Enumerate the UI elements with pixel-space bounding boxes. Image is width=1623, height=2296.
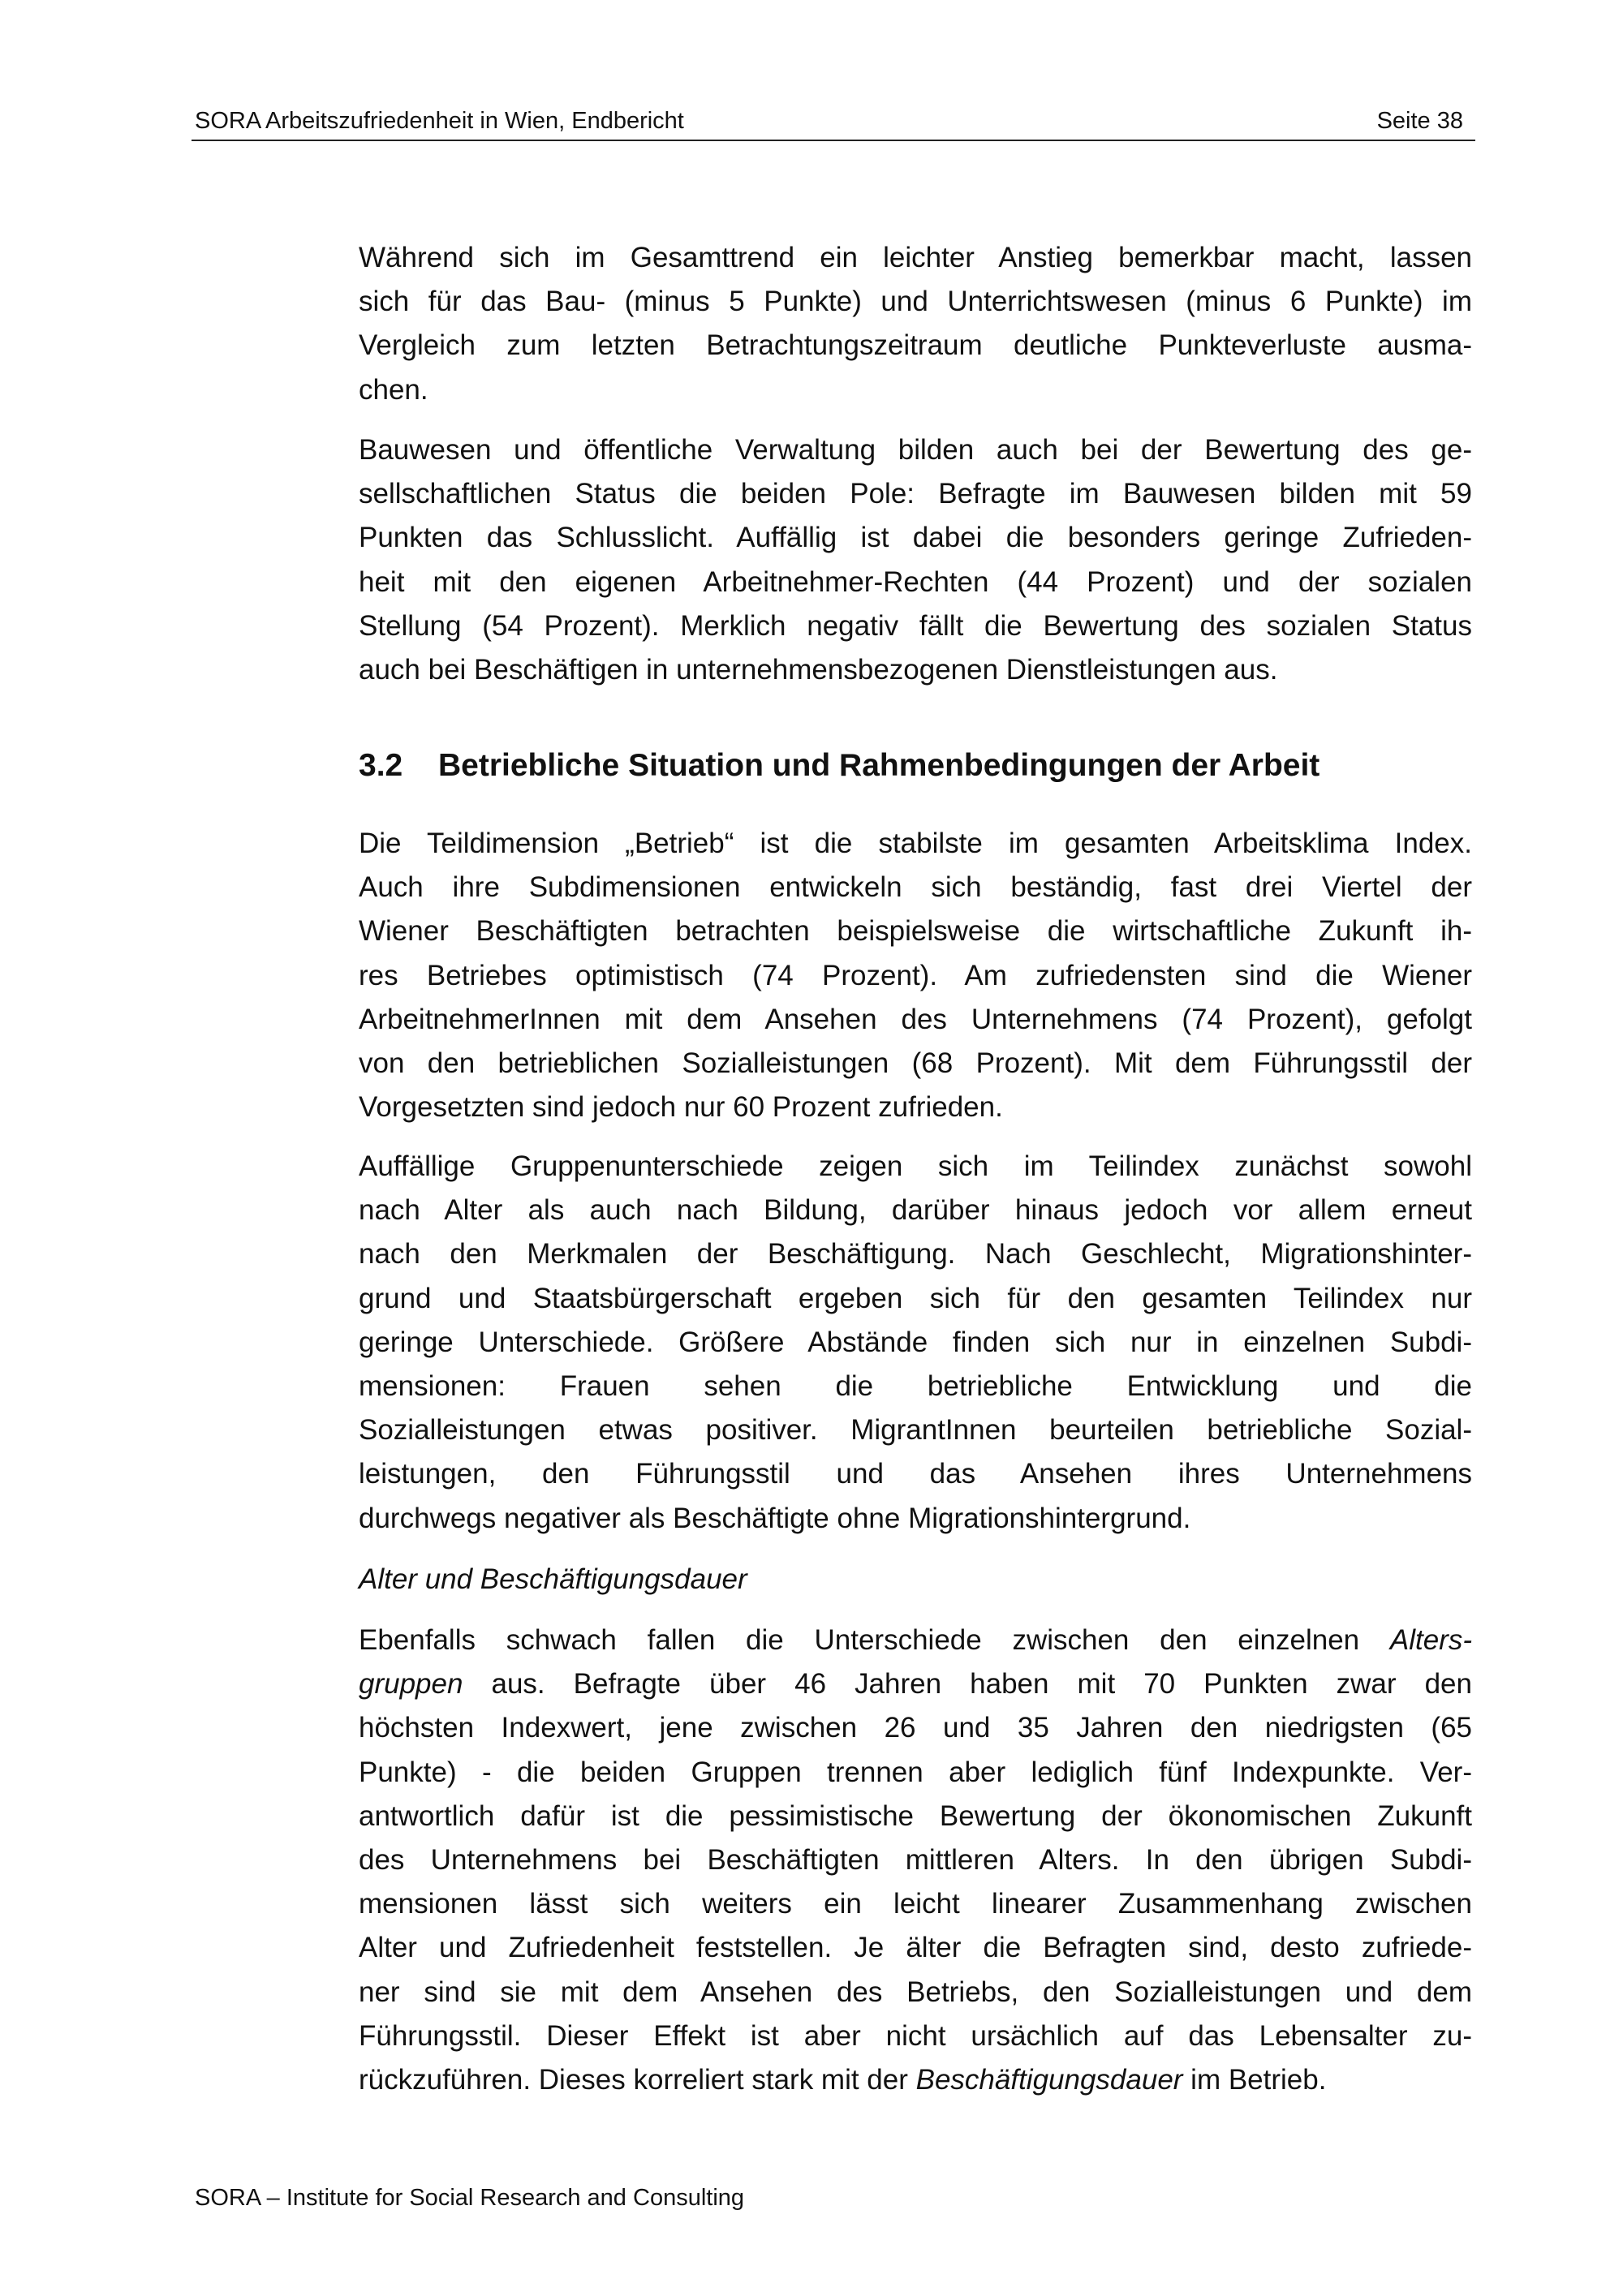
text-segment: Punkten das Schlusslicht. Auffällig ist dabei die besonders geringe Zufrieden- <box>359 522 1472 554</box>
text-line <box>359 280 1472 324</box>
text-line <box>359 368 1472 412</box>
text-line <box>359 1497 1472 1541</box>
section-title: Betriebliche Situation und Rahmenbedingungen der Arbeit <box>438 748 1320 783</box>
text-segment: res Betriebes optimistisch (74 Prozent). Am zufriedensten sind die Wiener <box>359 959 1472 991</box>
section-heading <box>359 743 1319 789</box>
footer: SORA – Institute for Social Research and Consulting <box>195 2185 745 2211</box>
text-segment: heit mit den eigenen Arbeitnehmer-Rechten (44 Prozent) und der sozialen <box>359 565 1472 598</box>
text-segment: rückzuführen. Dieses korreliert stark mit der <box>359 2063 916 2096</box>
text-segment: mensionen: Frauen sehen die betriebliche Entwicklung und die <box>359 1369 1472 1402</box>
text-line <box>359 1926 1472 1970</box>
text-segment: Ebenfalls schwach fallen die Unterschiede zwischen den einzelnen <box>359 1624 1390 1656</box>
text-line <box>359 1189 1472 1232</box>
text-line <box>359 516 1472 560</box>
text-segment: antwortlich dafür ist die pessimistische Bewertung der ökonomischen Zukunft <box>359 1799 1472 1832</box>
text-segment: von den betrieblichen Sozialleistungen (68 Prozent). Mit dem Führungsstil der <box>359 1047 1472 1079</box>
text-segment: Die Teildimension „Betrieb“ ist die stabilste im gesamten Arbeitsklima Index. <box>359 828 1472 859</box>
text-line <box>359 1145 1472 1189</box>
text-segment: Vergleich zum letzten Betrachtungszeitraum deutliche Punkteverluste ausma- <box>359 329 1472 362</box>
text-segment: Bauwesen und öffentliche Verwaltung bilden auch bei der Bewertung des ge- <box>359 434 1472 466</box>
text-segment: grund und Staatsbürgerschaft ergeben sich für den gesamten Teilindex nur <box>359 1282 1472 1314</box>
text-line <box>359 2058 1472 2102</box>
text-segment: nach Alter als auch nach Bildung, darüber hinaus jedoch vor allem erneut <box>359 1194 1472 1227</box>
text-segment: durchwegs negativer als Beschäftigte ohne Migrationshintergrund. <box>359 1502 1191 1534</box>
text-line <box>359 428 1472 472</box>
text-segment: Sozialleistungen etwas positiver. MigrantInnen beurteilen betriebliche Sozial- <box>359 1414 1472 1447</box>
text-segment: Vorgesetzten sind jedoch nur 60 Prozent zufrieden. <box>359 1091 1003 1124</box>
text-segment: Stellung (54 Prozent). Merklich negativ fällt die Bewertung des sozialen Status <box>359 609 1472 642</box>
text-line <box>359 909 1472 953</box>
text-segment: chen. <box>359 373 428 406</box>
text-segment: Auch ihre Subdimensionen entwickeln sich beständig, fast drei Viertel der <box>359 871 1472 904</box>
text-line <box>359 604 1472 648</box>
text-line <box>359 1619 1472 1662</box>
italic-text: Beschäftigungsdauer <box>915 2063 1183 2096</box>
text-line <box>359 1086 1472 1129</box>
text-line <box>359 236 1472 280</box>
text-line <box>359 1706 1472 1750</box>
text-line <box>359 472 1472 516</box>
text-line <box>359 1277 1472 1321</box>
text-line <box>359 1662 1472 1706</box>
text-segment: geringe Unterschiede. Größere Abstände finden sich nur in einzelnen Subdi- <box>359 1326 1472 1358</box>
text-segment: Punkte) - die beiden Gruppen trennen aber lediglich fünf Indexpunkte. Ver- <box>359 1756 1472 1788</box>
text-segment: Auffällige Gruppenunterschiede zeigen sich im Teilindex zunächst sowohl <box>359 1150 1472 1182</box>
paragraph-5 <box>359 1619 1472 2102</box>
text-line <box>359 1232 1472 1276</box>
text-segment: im Betrieb. <box>1182 2063 1327 2096</box>
text-line <box>359 998 1472 1042</box>
text-segment: des Unternehmens bei Beschäftigten mittleren Alters. In den übrigen Subdi- <box>359 1843 1472 1876</box>
text-line <box>359 1882 1472 1926</box>
text-line <box>359 1365 1472 1408</box>
text-line <box>359 954 1472 998</box>
text-line <box>359 2014 1472 2058</box>
text-line <box>359 648 1472 692</box>
text-segment: sellschaftlichen Status die beiden Pole: Befragte im Bauwesen bilden mit 59 <box>359 478 1472 510</box>
italic-text: Alters- <box>1389 1624 1472 1656</box>
italic-text: gruppen <box>359 1668 463 1701</box>
paragraph-2 <box>359 428 1472 692</box>
paragraph-3 <box>359 822 1472 1129</box>
text-segment: auch bei Beschäftigen in unternehmensbezogenen Dienstleistungen aus. <box>359 653 1278 686</box>
text-line <box>359 1042 1472 1086</box>
text-segment: Wiener Beschäftigten betrachten beispielsweise die wirtschaftliche Zukunft ih- <box>359 915 1472 948</box>
header-rule <box>192 140 1475 141</box>
text-segment: nach den Merkmalen der Beschäftigung. Nach Geschlecht, Migrationshinter- <box>359 1238 1472 1271</box>
text-line <box>359 1321 1472 1365</box>
running-header-title: SORA Arbeitszufriedenheit in Wien, Endbericht <box>195 108 684 134</box>
text-segment: höchsten Indexwert, jene zwischen 26 und 35 Jahren den niedrigsten (65 <box>359 1712 1472 1744</box>
text-line <box>359 1408 1472 1452</box>
paragraph-4 <box>359 1145 1472 1541</box>
text-line <box>359 1452 1472 1496</box>
text-line <box>359 866 1472 909</box>
text-segment: Während sich im Gesamttrend ein leichter Anstieg bemerkbar macht, lassen <box>359 242 1472 273</box>
text-segment: ArbeitnehmerInnen mit dem Ansehen des Unternehmens (74 Prozent), gefolgt <box>359 1003 1472 1035</box>
text-segment: mensionen lässt sich weiters ein leicht linearer Zusammenhang zwischen <box>359 1888 1472 1920</box>
text-line <box>359 1971 1472 2014</box>
text-line <box>359 1751 1472 1795</box>
text-line <box>359 561 1472 604</box>
page-number: Seite 38 <box>1376 108 1463 134</box>
subheading: Alter und Beschäftigungsdauer <box>359 1563 747 1595</box>
text-segment: sich für das Bau- (minus 5 Punkte) und Unterrichtswesen (minus 6 Punkte) im <box>359 286 1472 318</box>
text-segment: ner sind sie mit dem Ansehen des Betriebs, den Sozialleistungen und dem <box>359 1976 1472 2008</box>
section-number: 3.2 <box>359 748 403 783</box>
text-line <box>359 822 1472 866</box>
text-line <box>359 1838 1472 1882</box>
text-line <box>359 1795 1472 1838</box>
text-segment: Alter und Zufriedenheit feststellen. Je älter die Befragten sind, desto zufriede- <box>359 1932 1472 1964</box>
text-segment: leistungen, den Führungsstil und das Ansehen ihres Unternehmens <box>359 1458 1472 1490</box>
paragraph-1 <box>359 236 1472 412</box>
text-segment: Führungsstil. Dieser Effekt ist aber nicht ursächlich auf das Lebensalter zu- <box>359 2019 1472 2052</box>
text-segment: aus. Befragte über 46 Jahren haben mit 70 Punkten zwar den <box>463 1668 1472 1701</box>
text-line <box>359 324 1472 368</box>
